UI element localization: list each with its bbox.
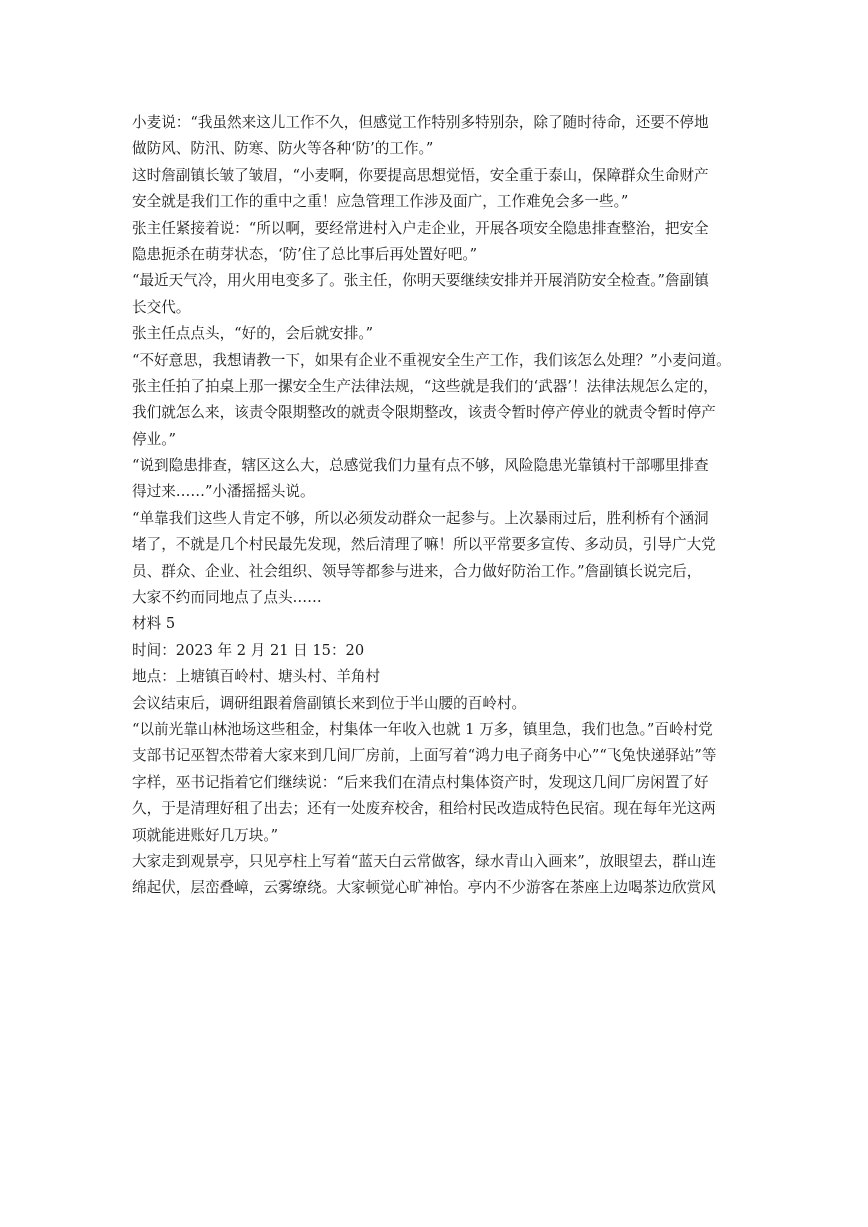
text-line: 小麦说：“我虽然来这儿工作不久，但感觉工作特别多特别杂，除了随时待命，还要不停地	[132, 114, 709, 131]
text-line: 隐患扼杀在萌芽状态，‘防’住了总比事后再处置好吧。”	[132, 245, 478, 263]
text-line: 字样，巫书记指着它们继续说：“后来我们在清点村集体资产时，发现这几间厂房闲置了好	[132, 773, 709, 791]
text-line: “以前光靠山林池场这些租金，村集体一年收入也就 1 万多，镇里急，我们也急。”百岭村党	[132, 720, 713, 738]
text-line: 张主任点点头，“好的，会后就安排。”	[132, 325, 374, 343]
text-line: 我们就怎么来，该责令限期整改的就责令限期整改，该责令暂时停产停业的就责令暂时停产	[132, 404, 716, 422]
text-line: 长交代。	[132, 298, 191, 316]
text-line: 会议结束后，调研组跟着詹副镇长来到位于半山腰的百岭村。	[132, 694, 527, 712]
text-line: “说到隐患排查，辖区这么大，总感觉我们力量有点不够，风险隐患光靠镇村干部哪里排查	[132, 457, 709, 475]
text-line: 支部书记巫智杰带着大家来到几间厂房前，上面写着“鸿力电子商务中心”“飞兔快递驿站”等	[132, 747, 717, 765]
meta-location: 地点：上塘镇百岭村、塘头村、羊角村	[132, 668, 381, 686]
text-line: 做防风、防汛、防寒、防火等各种‘防’的工作。”	[132, 140, 434, 158]
text-line: 大家不约而同地点了点头……	[132, 589, 322, 607]
section-heading: 材料 5	[132, 615, 176, 633]
text-line: 堵了，不就是几个村民最先发现，然后清理了嘛！所以平常要多宣传、多动员，引导广大党	[132, 536, 716, 554]
text-line: 大家走到观景亭，只见亭柱上写着“蓝天白云常做客，绿水青山入画来”，放眼望去，群山连	[132, 852, 717, 870]
text-line: 张主任拍了拍桌上那一摞安全生产法律法规，“这些就是我们的‘武器’！法律法规怎么定的，	[132, 377, 718, 395]
text-line: “最近天气冷，用火用电变多了。张主任，你明天要继续安排并开展消防安全检查。”詹副镇	[132, 272, 709, 290]
text-line: 这时詹副镇长皱了皱眉，“小麦啊，你要提高思想觉悟，安全重于泰山，保障群众生命财产	[132, 166, 709, 184]
text-line: 停业。”	[132, 430, 176, 448]
text-line: 张主任紧接着说：“所以啊，要经常进村入户走企业，开展各项安全隐患排查整治，把安全	[132, 219, 709, 237]
text-line: “单靠我们这些人肯定不够，所以必须发动群众一起参与。上次暴雨过后，胜利桥有个涵洞	[132, 509, 709, 527]
text-line: 绵起伏，层峦叠嶂，云雾缭绕。大家顿觉心旷神怡。亭内不少游客在茶座上边喝茶边欣赏风	[132, 879, 716, 897]
text-line: 员、群众、企业、社会组织、领导等都参与进来，合力做好防治工作。”詹副镇长说完后，	[132, 562, 702, 580]
text-line: 项就能进账好几万块。”	[132, 826, 279, 844]
document-body	[132, 110, 792, 902]
meta-time: 时间：2023 年 2 月 21 日 15：20	[132, 641, 365, 659]
text-line: 久，于是清理好租了出去；还有一处废弃校舍，租给村民改造成特色民宿。现在每年光这两	[132, 800, 716, 818]
text-line: 得过来……”小潘摇摇头说。	[132, 483, 315, 501]
text-line: “不好意思，我想请教一下，如果有企业不重视安全生产工作，我们该怎么处理？”小麦问道。	[132, 351, 731, 369]
text-line: 安全就是我们工作的重中之重！应急管理工作涉及面广，工作难免会多一些。”	[132, 193, 629, 211]
